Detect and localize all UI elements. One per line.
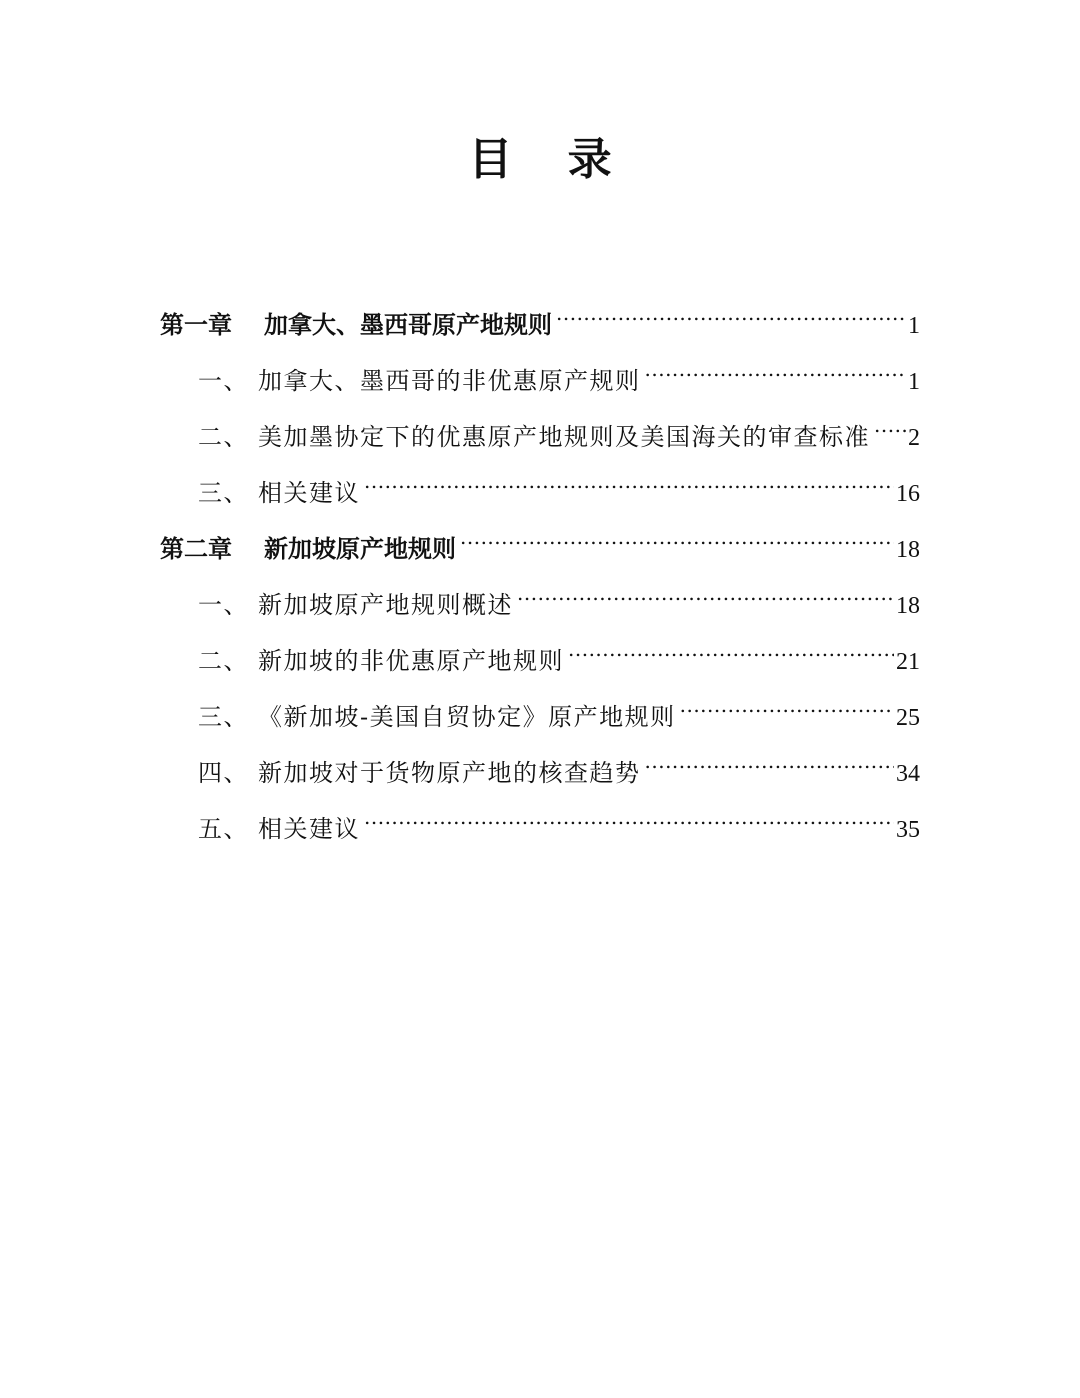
entry-number: 五、 bbox=[198, 815, 249, 843]
dot-leader bbox=[568, 613, 894, 669]
entry-title: 加拿大、墨西哥原产地规则 bbox=[264, 310, 552, 339]
entry-title: 美加墨协定下的优惠原产地规则及美国海关的审查标准 bbox=[258, 423, 870, 451]
dot-leader bbox=[364, 445, 894, 501]
entry-title: 相关建议 bbox=[258, 815, 360, 843]
entry-title: 新加坡的非优惠原产地规则 bbox=[258, 647, 564, 675]
toc-title-char-1: 目 bbox=[468, 134, 513, 185]
dot-leader bbox=[645, 333, 907, 389]
entry-number: 三、 bbox=[198, 479, 249, 507]
entry-title: 《新加坡-美国自贸协定》原产地规则 bbox=[258, 703, 676, 731]
entry-page-number: 21 bbox=[896, 649, 920, 675]
entry-title: 新加坡原产地规则概述 bbox=[258, 591, 513, 619]
entry-page-number: 16 bbox=[896, 481, 920, 507]
entry-page-number: 25 bbox=[896, 705, 920, 731]
entry-page-number: 2 bbox=[908, 425, 920, 451]
entry-page-number: 1 bbox=[908, 369, 920, 395]
entry-number: 第二章 bbox=[160, 534, 232, 563]
dot-leader bbox=[517, 557, 894, 613]
dot-leader bbox=[874, 389, 906, 445]
entry-title: 相关建议 bbox=[258, 479, 360, 507]
entry-number: 一、 bbox=[198, 591, 249, 619]
entry-number: 二、 bbox=[198, 647, 249, 675]
entry-page-number: 34 bbox=[896, 761, 920, 787]
entry-title: 加拿大、墨西哥的非优惠原产规则 bbox=[258, 367, 641, 395]
entry-page-number: 18 bbox=[896, 593, 920, 619]
entry-number: 三、 bbox=[198, 703, 249, 731]
entry-number: 四、 bbox=[198, 759, 249, 787]
entry-number: 二、 bbox=[198, 423, 249, 451]
entry-page-number: 35 bbox=[896, 817, 920, 843]
dot-leader bbox=[680, 669, 894, 725]
entry-page-number: 18 bbox=[896, 537, 920, 563]
dot-leader bbox=[556, 277, 906, 333]
dot-leader bbox=[364, 781, 894, 837]
toc-entry-chapter-1[interactable] bbox=[160, 277, 920, 339]
entry-page-number: 1 bbox=[908, 313, 920, 339]
toc-list bbox=[160, 277, 920, 843]
toc-title-char-2: 录 bbox=[567, 134, 612, 185]
entry-number: 一、 bbox=[198, 367, 249, 395]
toc-title bbox=[0, 130, 1080, 190]
entry-title: 新加坡原产地规则 bbox=[264, 534, 456, 563]
dot-leader bbox=[460, 501, 894, 557]
entry-number: 第一章 bbox=[160, 310, 232, 339]
dot-leader bbox=[645, 725, 895, 781]
entry-title: 新加坡对于货物原产地的核查趋势 bbox=[258, 759, 641, 787]
